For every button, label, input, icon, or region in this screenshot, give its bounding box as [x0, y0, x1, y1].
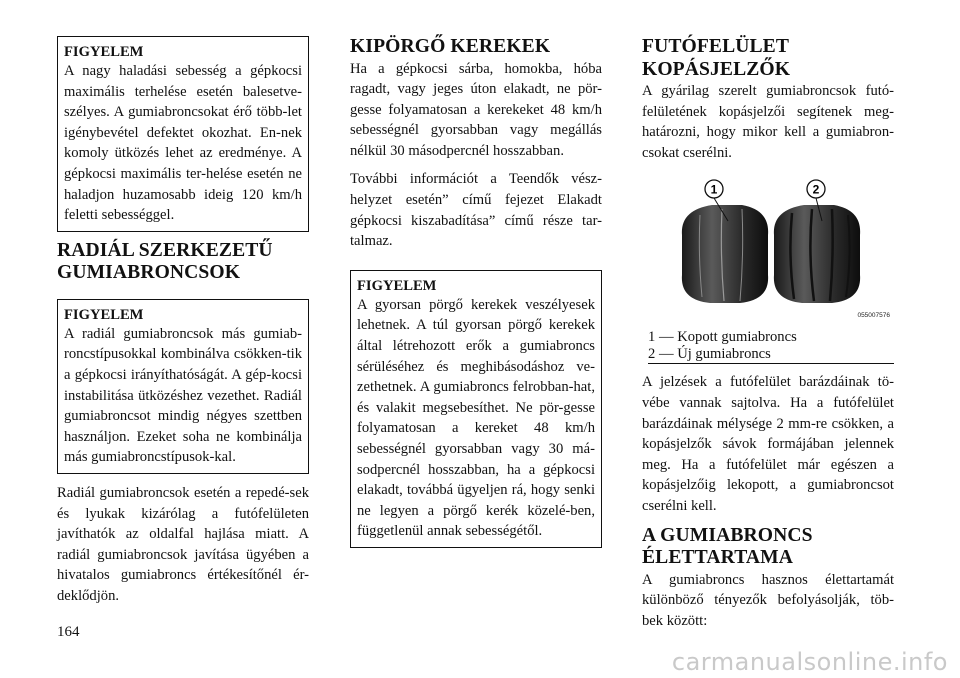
legend-item-1: 1 — Kopott gumiabroncs [648, 329, 797, 346]
warning-box-radial [57, 299, 309, 474]
paragraph-wear-indicators: A jelzések a futófelület barázdáinak tö-vébe vannak sajtolva. Ha a futófelület barázdáinak mélysége 2 mm-re csökken, a kopásjelzők sávok formájában jelennek meg. Ha a futófelület már egészen a kopásjelzőig lekopott, a gumiabroncsot cserélni kell. [642, 374, 894, 514]
section-heading-tire-life: A GUMIABRONCS ÉLETTARTAMA [642, 524, 813, 569]
tire-wear-figure [642, 175, 894, 323]
paragraph-tread-wear: A gyárilag szerelt gumiabroncsok futó-felületének kopásjelzői segítenek meg-határozni, hogy mikor kell a gumiabron-csokat cserélni. [642, 83, 894, 161]
warning-title: FIGYELEM [64, 44, 144, 60]
figure-legend [642, 329, 894, 364]
column-middle [350, 36, 602, 548]
warning-text: A radiál gumiabroncsok más gumiab-roncstípusokkal kombinálva csökken-tik a gépkocsi irányíthatóságát. A gép-kocsi instabilitása ütközéshez vezethet. Radiál gumiabroncsot mindig négyes szettben használjon. Ezeket soha ne kombinálja más gumiabroncstípusok-kal. [64, 325, 302, 466]
section-heading-tread-wear: FUTÓFELÜLET KOPÁSJELZŐK [642, 36, 791, 80]
paragraph-tire-life: A gumiabroncs hasznos élettartamát különböző tényezők befolyásolják, töb-bek között: [642, 571, 894, 629]
tire-illustration [642, 175, 894, 323]
warning-text: A gyorsan pörgő kerekek veszélyesek lehetnek. A túl gyorsan pörgő kerekek által létrehozott erők a gumiabroncs sérüléséhez és meghibásodáshoz ve-zethetnek. A gumiabroncs felrobban-hat, és valakit megsebesíthet. Ne pör-gesse folyamatosan a kereket 48 km/h sebességnél gyorsabban vagy 30 má-sodpercnél hosszabban, ha a gépkocsi elakadt, továbbá ügyeljen rá, hogy senki ne legyen a pörgő kerék közelé-ben, függetlenül annak sebességétől. [357, 296, 595, 540]
column-left [57, 36, 309, 606]
page-number: 164 [57, 624, 80, 640]
watermark: carmanualsonline.info [671, 648, 948, 676]
warning-title: FIGYELEM [357, 277, 437, 294]
new-tire [774, 205, 860, 303]
warning-title: FIGYELEM [64, 306, 144, 323]
callout-2-label: 2 [812, 182, 820, 197]
section-heading-spinning-wheels: KIPÖRGŐ KEREKEK [350, 36, 551, 57]
worn-tire [682, 205, 768, 303]
paragraph-more-info: További információt a Teendők vész-helyzet esetén” című fejezet Elakadt gépkocsi kiszabadítása” című része tar-talmaz. [350, 171, 602, 250]
paragraph-spinning: Ha a gépkocsi sárba, homokba, hóba ragadt, vagy jeges úton elakadt, ne pör-gesse folyamatosan a kerekeket 48 km/h sebességnél gyorsabban vagy megállás nélkül 30 másodpercnél hosszabban. [350, 60, 602, 159]
warning-text: A nagy haladási sebesség a gépkocsi maximális terhelése esetén balesetve-szélyes. A gumiabroncsokat érő több-let igénybevétel defektet okozhat. En-nek komoly ütközés lehet az eredménye. A gépkocsi maximális ter-helése esetén ne haladjon huzamosabb ideig 120 km/h feletti sebességgel. [64, 63, 302, 224]
paragraph-radial-repair: Radiál gumiabroncsok esetén a repedé-sek és lyukak kizárólag a futófelületen javíthatók az oldalfal hajlása miatt. A radiál gumiabroncsok javítása ügyében a hivatalos gumiabroncs értékesítőnél ér-deklődjön. [57, 484, 309, 604]
section-heading-radial: RADIÁL SZERKEZETŰ GUMIABRONCSOK [57, 239, 273, 284]
warning-box-spinning [350, 270, 602, 548]
figure-code: 055007576 [857, 312, 890, 320]
legend-item-2: 2 — Új gumiabroncs [648, 346, 894, 364]
column-right [642, 36, 894, 631]
warning-box-speed [57, 36, 309, 232]
callout-1-label: 1 [710, 182, 718, 197]
